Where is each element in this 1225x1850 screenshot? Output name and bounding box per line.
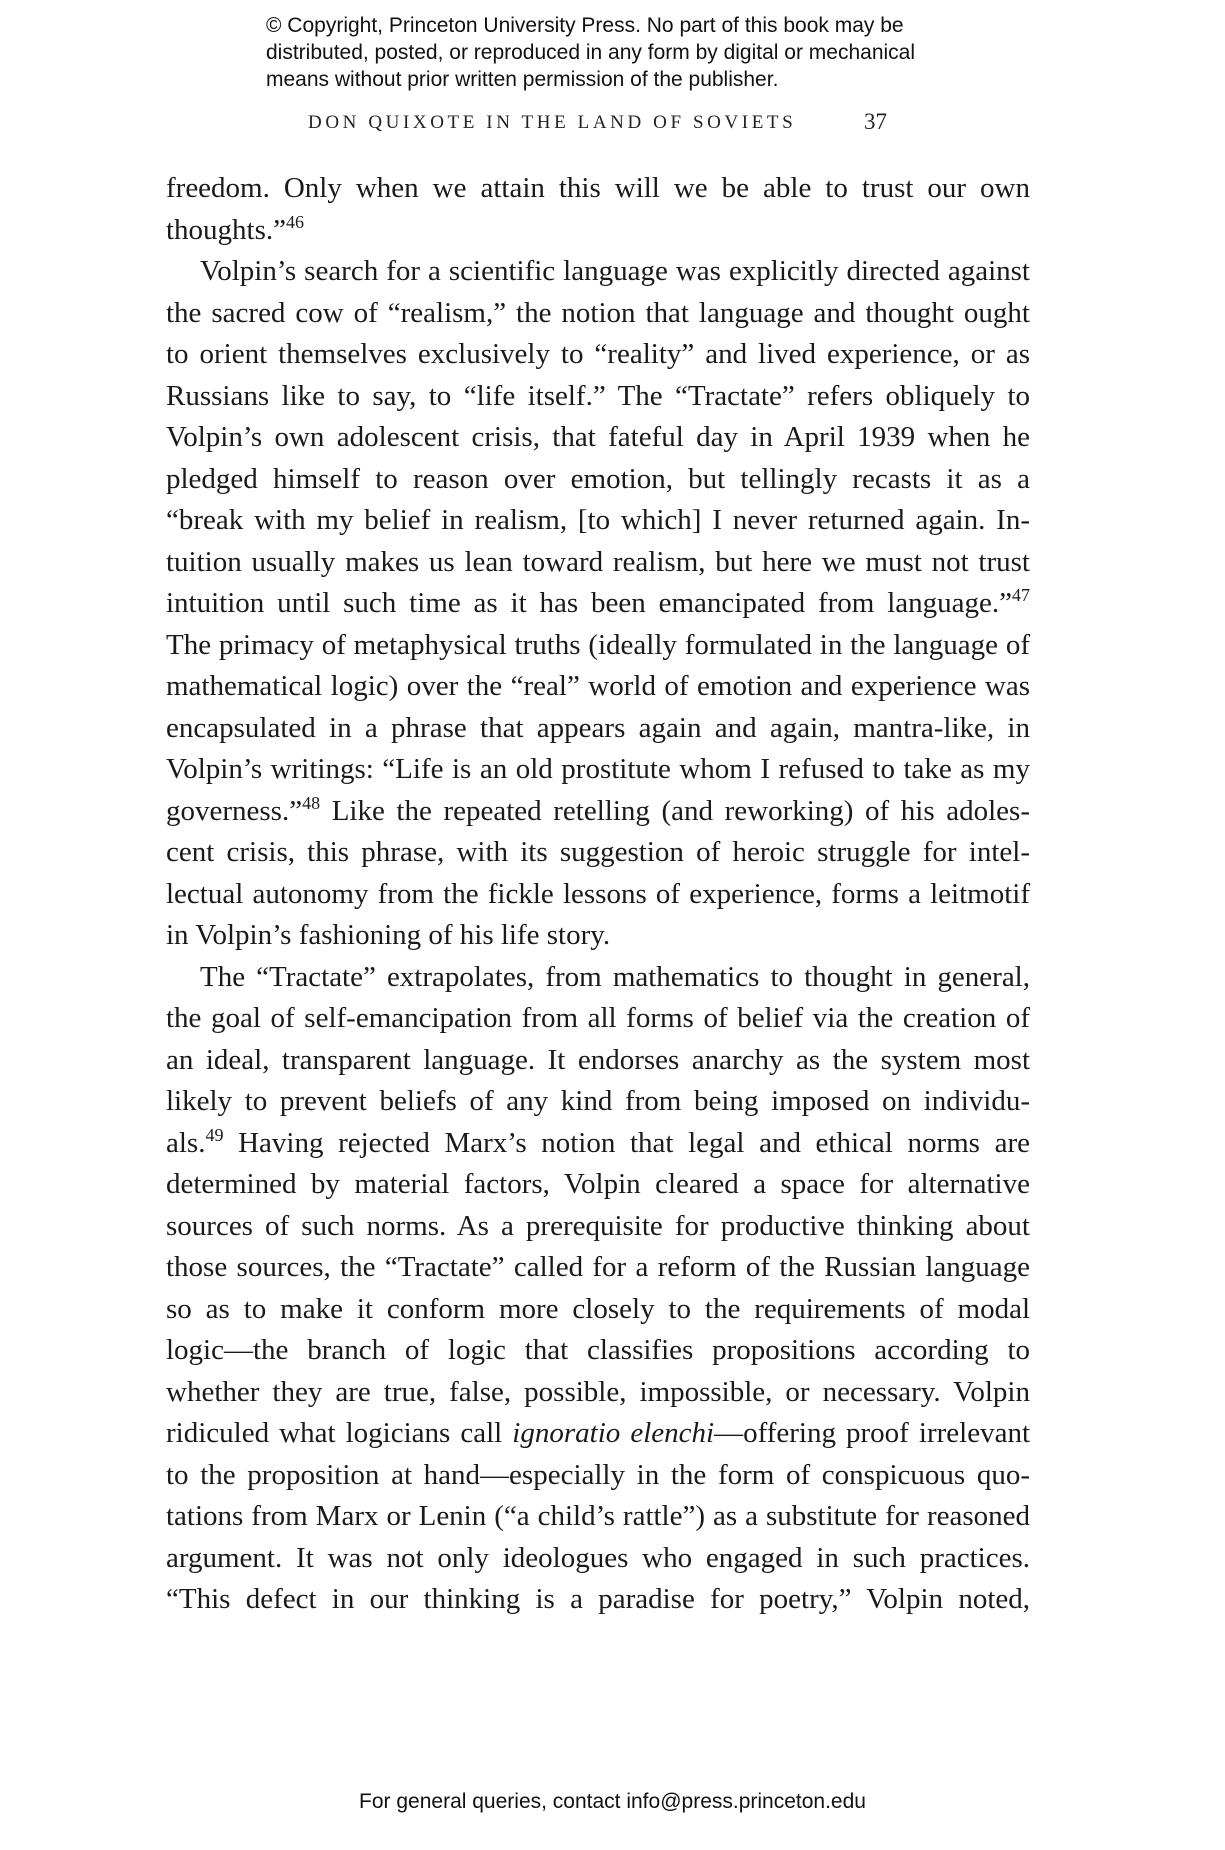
text-line bbox=[166, 1455, 1030, 1497]
text-run: encapsulated in a phrase that appears again and again, mantra-like, in bbox=[166, 711, 1030, 744]
text-run: so as to make it conform more closely to the requirements of modal bbox=[166, 1292, 1030, 1325]
text-run: those sources, the “Tractate” called for a reform of the Russian language bbox=[166, 1251, 1030, 1283]
text-line bbox=[166, 832, 1030, 874]
text-line bbox=[166, 998, 1030, 1040]
text-run: the sacred cow of “realism,” the notion that language and thought ought bbox=[166, 296, 1030, 329]
text-run: the goal of self-emancipation from all forms of belief via the creation of bbox=[166, 1002, 1030, 1034]
text-line bbox=[166, 1040, 1030, 1082]
text-line bbox=[166, 708, 1030, 750]
text-run: in Volpin’s fashioning of his life story. bbox=[166, 919, 611, 951]
text-line bbox=[166, 210, 1030, 252]
text-line bbox=[166, 1496, 1030, 1538]
text-run: The primacy of metaphysical truths (ideally formulated in the language of bbox=[166, 628, 1030, 661]
text-run: “This defect in our thinking is a paradise for poetry,” Volpin noted, bbox=[166, 1583, 1030, 1615]
text-line bbox=[166, 874, 1030, 916]
text-run: thoughts.” bbox=[166, 213, 287, 246]
text-line bbox=[166, 791, 1030, 833]
text-run: whether they are true, false, possible, impossible, or necessary. Volpin bbox=[166, 1375, 1030, 1408]
text-line bbox=[166, 583, 1030, 625]
copyright-line: © Copyright, Princeton University Press. No part of this book may be bbox=[266, 14, 904, 37]
running-title: DON QUIXOTE IN THE LAND OF SOVIETS bbox=[308, 112, 797, 133]
footnote-marker[interactable]: 47 bbox=[1012, 585, 1030, 605]
text-line bbox=[166, 1538, 1030, 1580]
text-run: to the proposition at hand—especially in the form of conspicuous quo- bbox=[166, 1458, 1030, 1491]
text-run: likely to prevent beliefs of any kind from being imposed on individu- bbox=[166, 1085, 1030, 1117]
text-line bbox=[166, 168, 1030, 210]
text-line bbox=[166, 293, 1030, 335]
text-line bbox=[166, 417, 1030, 459]
text-line bbox=[166, 334, 1030, 376]
text-run: ridiculed what logicians call bbox=[166, 1417, 513, 1449]
text-line bbox=[166, 1413, 1030, 1455]
text-run: Russians like to say, to “life itself.” The “Tractate” refers obliquely to bbox=[166, 379, 1030, 412]
text-line bbox=[166, 542, 1030, 584]
text-run: pledged himself to reason over emotion, but tellingly recasts it as a bbox=[166, 462, 1030, 495]
text-run: Volpin’s own adolescent crisis, that fateful day in April 1939 when he bbox=[166, 421, 1030, 453]
copyright-line: distributed, posted, or reproduced in any form by digital or mechanical bbox=[266, 41, 916, 64]
text-run: lectual autonomy from the fickle lessons of experience, forms a leitmotif bbox=[166, 877, 1030, 910]
footnote-marker[interactable]: 49 bbox=[205, 1124, 224, 1145]
text-line bbox=[166, 915, 1030, 957]
text-line bbox=[166, 1579, 1030, 1621]
text-line bbox=[166, 625, 1030, 667]
text-line bbox=[166, 1081, 1030, 1123]
italic-term: ignoratio elenchi bbox=[512, 1417, 715, 1449]
text-line bbox=[166, 1247, 1030, 1289]
page-number: 37 bbox=[864, 109, 887, 134]
text-run: governess.” bbox=[166, 794, 303, 827]
text-run: als. bbox=[166, 1126, 206, 1159]
text-run: Volpin’s writings: “Life is an old prostitute whom I refused to take as my bbox=[166, 753, 1030, 785]
text-line bbox=[166, 1164, 1030, 1206]
text-line bbox=[166, 376, 1030, 418]
running-head bbox=[0, 109, 1225, 142]
footnote-marker[interactable]: 46 bbox=[286, 211, 305, 232]
text-line bbox=[166, 1372, 1030, 1414]
copyright-line: means without prior written permission of the publisher. bbox=[266, 68, 779, 91]
text-run: freedom. Only when we attain this will we be able to trust our own bbox=[166, 172, 1030, 204]
text-run: cent crisis, this phrase, with its suggestion of heroic struggle for intel- bbox=[166, 836, 1030, 868]
text-line bbox=[166, 1206, 1030, 1248]
text-line bbox=[166, 666, 1030, 708]
text-line bbox=[166, 749, 1030, 791]
text-line bbox=[166, 500, 1030, 542]
text-run: “break with my belief in realism, [to which] I never returned again. In- bbox=[166, 504, 1030, 536]
text-run: intuition until such time as it has been emancipated from language.” bbox=[166, 587, 1012, 619]
text-run: logic—the branch of logic that classifies propositions according to bbox=[166, 1334, 1030, 1366]
text-run: determined by material factors, Volpin cleared a space for alternative bbox=[166, 1168, 1030, 1200]
text-run: argument. It was not only ideologues who engaged in such practices. bbox=[166, 1541, 1030, 1574]
text-line bbox=[166, 1123, 1030, 1165]
text-line bbox=[166, 1289, 1030, 1331]
text-run: Having rejected Marx’s notion that legal and ethical norms are bbox=[223, 1126, 1030, 1159]
text-run: Like the repeated retelling (and reworking) of his adoles- bbox=[320, 794, 1030, 827]
text-run: mathematical logic) over the “real” world of emotion and experience was bbox=[166, 670, 1030, 702]
text-line bbox=[166, 459, 1030, 501]
text-line bbox=[166, 957, 1030, 999]
footnote-marker[interactable]: 48 bbox=[302, 792, 321, 813]
text-line bbox=[166, 1330, 1030, 1372]
text-run: an ideal, transparent language. It endorses anarchy as the system most bbox=[166, 1043, 1030, 1076]
text-run: The “Tractate” extrapolates, from mathematics to thought in general, bbox=[200, 960, 1030, 993]
text-run: —offering proof irrelevant bbox=[714, 1417, 1030, 1449]
body-text bbox=[166, 168, 1030, 1621]
copyright-notice bbox=[266, 12, 1026, 93]
footer-contact: For general queries, contact info@press.princeton.edu bbox=[359, 1790, 866, 1813]
text-run: Volpin’s search for a scientific language was explicitly directed against bbox=[200, 255, 1030, 287]
text-run: to orient themselves exclusively to “reality” and lived experience, or as bbox=[166, 338, 1030, 370]
text-run: tuition usually makes us lean toward realism, but here we must not trust bbox=[166, 545, 1030, 578]
text-run: tations from Marx or Lenin (“a child’s rattle”) as a substitute for reasoned bbox=[166, 1500, 1030, 1532]
text-run: sources of such norms. As a prerequisite for productive thinking about bbox=[166, 1209, 1030, 1242]
text-line bbox=[166, 251, 1030, 293]
